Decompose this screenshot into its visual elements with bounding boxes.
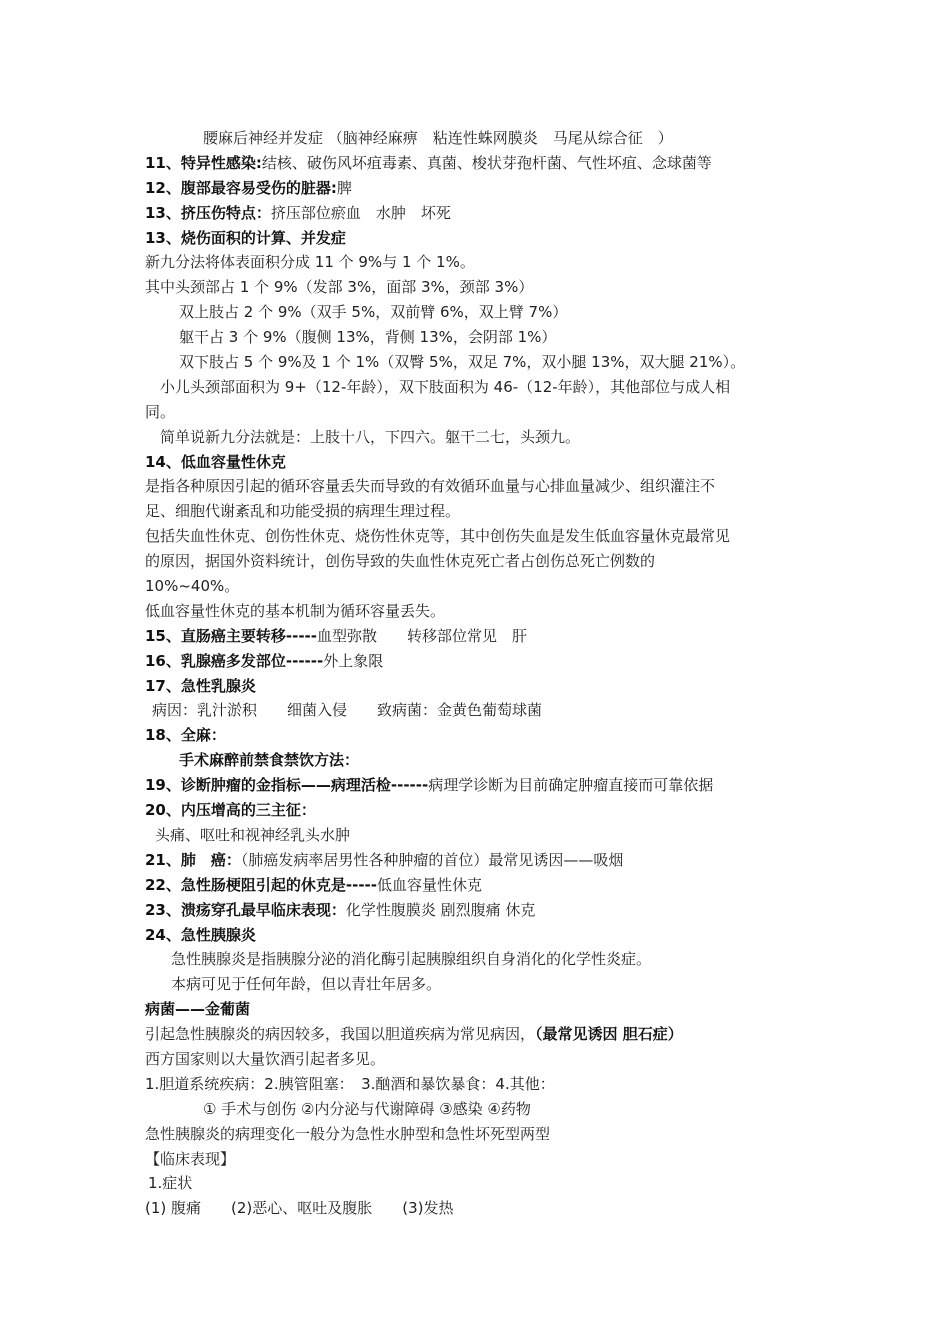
text-line-42: 【临床表现】 xyxy=(145,1149,236,1168)
text-line-19: 10%~40%。 xyxy=(145,577,240,596)
text-line-18: 的原因，据国外资料统计，创伤导致的失血性休克死亡者占创伤总死亡例数的 xyxy=(145,552,656,571)
text-line-3: 12、腹部最容易受伤的脏器:脾 xyxy=(145,178,352,197)
text-line-35: 本病可见于任何年龄，但以青壮年居多。 xyxy=(171,975,442,994)
text-line-8: 双上肢占 2 个 9%（双手 5%，双前臂 6%，双上臂 7%） xyxy=(179,303,568,322)
text-line-7: 其中头颈部占 1 个 9%（发部 3%，面部 3%，颈部 3%） xyxy=(145,278,534,297)
text-line-37: 引起急性胰腺炎的病因较多，我国以胆道疾病为常见病因，（最常见诱因 胆石症） xyxy=(145,1025,683,1044)
section-heading-20: 20、内压增高的三主征： xyxy=(145,801,316,820)
text-line-43: 1.症状 xyxy=(148,1174,193,1193)
text-line-10: 双下肢占 5 个 9%及 1 个 1%（双臀 5%，双足 7%，双小腿 13%，双大腿 21%）。 xyxy=(179,353,746,372)
text-line-2: 11、特异性感染:结核、破伤风坏疽毒素、真菌、梭状芽孢杆菌、气性坏疽、念球菌等 xyxy=(145,153,712,172)
text-line-34: 急性胰腺炎是指胰腺分泌的消化酶引起胰腺组织自身消化的化学性炎症。 xyxy=(171,950,652,969)
text-line-29: 头痛、呕吐和视神经乳头水肿 xyxy=(155,825,351,844)
text-line-15: 是指各种原因引起的循环容量丢失而导致的有效循环血量与心排血量减少、组织灌注不 xyxy=(145,477,716,496)
text-line-13: 简单说新九分法就是：上肢十八，下四六。躯干二七，头颈九。 xyxy=(160,427,581,446)
text-line-24: 病因：乳汁淤积 细菌入侵 致病菌：金黄色葡萄球菌 xyxy=(152,701,543,720)
text-line-41: 急性胰腺炎的病理变化一般分为急性水肿型和急性坏死型两型 xyxy=(145,1124,551,1143)
text-line-38: 西方国家则以大量饮酒引起者多见。 xyxy=(145,1049,386,1068)
text-line-4: 13、挤压伤特点：挤压部位瘀血 水肿 坏死 xyxy=(145,203,451,222)
section-heading-18: 18、全麻： xyxy=(145,726,226,745)
section-heading-13: 13、烧伤面积的计算、并发症 xyxy=(145,228,346,247)
text-line-6: 新九分法将体表面积分成 11 个 9%与 1 个 1%。 xyxy=(145,253,475,272)
text-line-40: ① 手术与创伤 ②内分泌与代谢障碍 ③感染 ④药物 xyxy=(203,1099,531,1118)
section-heading-14: 14、低血容量性休克 xyxy=(145,452,286,471)
text-line-11: 小儿头颈部面积为 9+（12-年龄），双下肢面积为 46-（12-年龄），其他部位与成人相 xyxy=(160,377,731,396)
text-line-12: 同。 xyxy=(145,402,176,421)
text-line-39: 1.胆道系统疾病：2.胰管阻塞： 3.酗酒和暴饮暴食：4.其他： xyxy=(145,1074,555,1093)
text-line-22: 16、乳腺癌多发部位------外上象限 xyxy=(145,651,384,670)
text-line-32: 23、溃疡穿孔最早临床表现：化学性腹膜炎 剧烈腹痛 休克 xyxy=(145,900,536,919)
text-line-31: 22、急性肠梗阻引起的休克是-----低血容量性休克 xyxy=(145,875,483,894)
text-line-44: (1) 腹痛 (2)恶心、呕吐及腹胀 (3)发热 xyxy=(145,1199,454,1218)
text-line-9: 躯干占 3 个 9%（腹侧 13%，背侧 13%，会阴部 1%） xyxy=(179,328,557,347)
text-line-21: 15、直肠癌主要转移-----血型弥散 转移部位常见 肝 xyxy=(145,626,528,645)
text-line-27: 19、诊断肿瘤的金指标——病理活检------病理学诊断为目前确定肿瘤直接而可靠依据 xyxy=(145,776,714,795)
text-line-36: 病菌——金葡菌 xyxy=(145,1000,251,1019)
text-line-30: 21、肺 癌：（肺癌发病率居男性各种肿瘤的首位）最常见诱因——吸烟 xyxy=(145,850,624,869)
section-heading-17: 17、急性乳腺炎 xyxy=(145,676,256,695)
section-heading-24: 24、急性胰腺炎 xyxy=(145,925,256,944)
text-line-20: 低血容量性休克的基本机制为循环容量丢失。 xyxy=(145,601,446,620)
text-line-26: 手术麻醉前禁食禁饮方法： xyxy=(179,751,360,770)
text-line-1: 腰麻后神经并发症 （脑神经麻痹 粘连性蛛网膜炎 马尾从综合征 ） xyxy=(203,129,673,147)
document-page xyxy=(145,126,810,1221)
text-line-16: 足、细胞代谢紊乱和功能受损的病理生理过程。 xyxy=(145,502,461,521)
text-line-17: 包括失血性休克、创伤性休克、烧伤性休克等，其中创伤失血是发生低血容量休克最常见 xyxy=(145,527,731,546)
